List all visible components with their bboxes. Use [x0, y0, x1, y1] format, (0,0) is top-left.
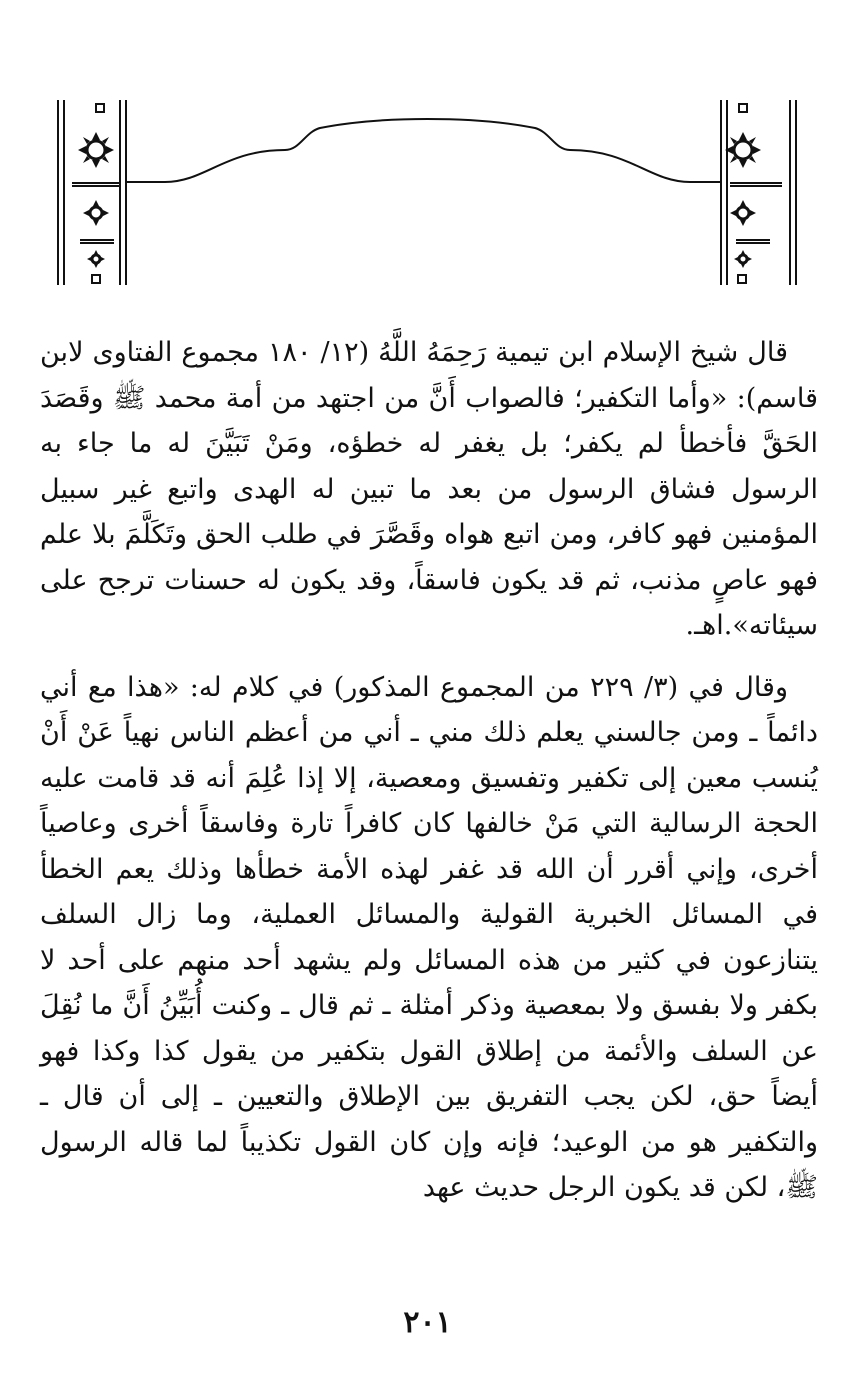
arch-sun-ornament-icon — [0, 0, 855, 300]
page-number: ٢٠١ — [403, 1305, 452, 1340]
paragraph-2: وقال في (٣/ ٢٢٩ من المجموع المذكور) في كلام له: «هذا مع أني دائماً ـ ومن جالسني يعلم ذلك مني ـ أني من أعظم الناس نهياً عَنْ أَنْ يُنسب معين إلى تكفير وتفسيق ومعصية، إلا إذا عُلِمَ أنه قد قامت عليه الحجة الرسالية التي مَنْ خالفها كان كافراً تارة وفاسقاً أخرى وعاصياً أخرى، وإني أقرر أن الله قد غفر لهذه الأمة خطأها وذلك يعم الخطأ في المسائل الخبرية القولية والمسائل العملية، وما زال السلف يتنازعون في كثير من هذه المسائل ولم يشهد أحد منهم على أحد لا بكفر ولا بفسق ولا بمعصية وذكر أمثلة ـ ثم قال ـ وكنت أُبَيِّنُ أَنَّ ما نُقِلَ عن السلف والأئمة من إطلاق القول بتكفير من يقول كذا وكذا فهو أيضاً حق، لكن يجب التفريق بين الإطلاق والتعيين ـ إلى أن قال ـ والتكفير هو من الوعيد؛ فإنه وإن كان القول تكذيباً لما قاله الرسول ﷺ، لكن قد يكون الرجل حديث عهد — [40, 671, 818, 1203]
page-body-text — [40, 330, 818, 1211]
paragraph-1: قال شيخ الإسلام ابن تيمية رَحِمَهُ اللَّهُ (١٢/ ١٨٠ مجموع الفتاوى لابن قاسم): «وأما التكفير؛ فالصواب أَنَّ من اجتهد من أمة محمد ﷺ وقَصَدَ الحَقَّ فأخطأ لم يكفر؛ بل يغفر له خطؤه، ومَنْ تَبَيَّنَ له ما جاء به الرسول فشاق الرسول من بعد ما تبين له الهدى واتبع غير سبيل المؤمنين فهو كافر، ومن اتبع هواه وقَصَّرَ في طلب الحق وتَكَلَّمَ بلا علم فهو عاصٍ مذنب، ثم قد يكون فاسقاً، وقد يكون له حسنات ترجح على سيئاته».اهـ. — [40, 337, 818, 641]
